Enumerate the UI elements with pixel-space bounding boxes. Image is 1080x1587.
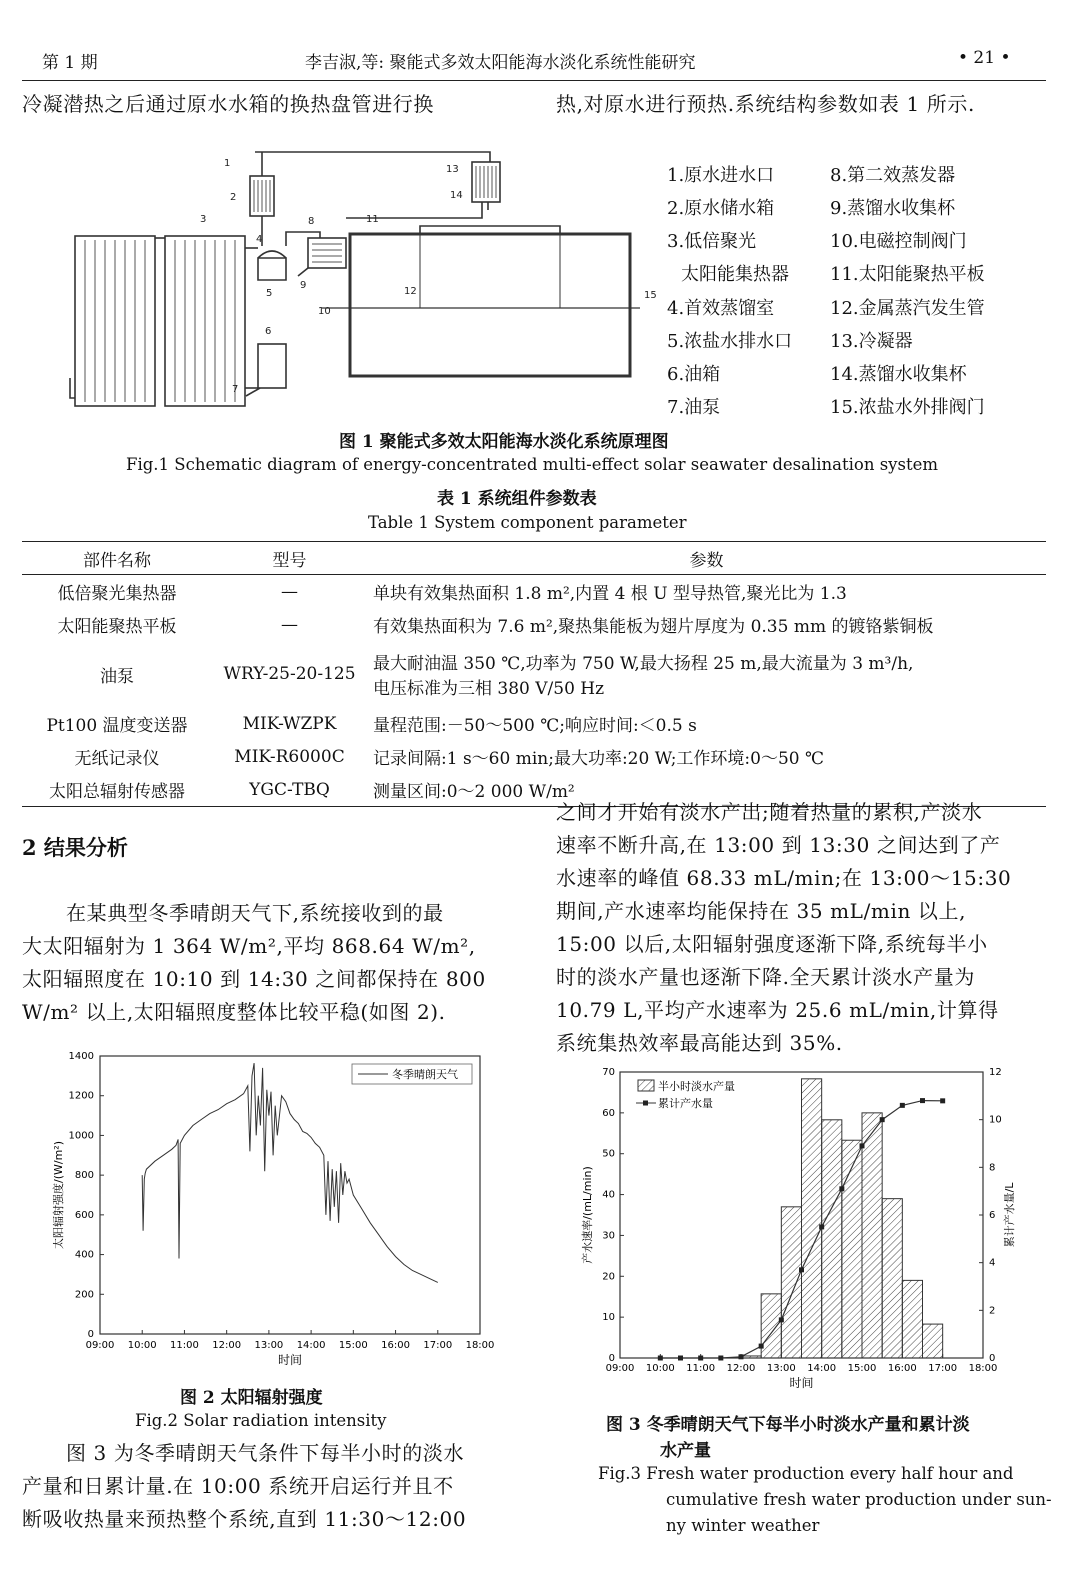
radiation-series-line (142, 1063, 438, 1282)
x-tick-label: 13:00 (254, 1340, 284, 1351)
table-header-row (22, 542, 1046, 575)
first-effect-still (258, 258, 286, 280)
cumulative-point (940, 1098, 945, 1103)
cell-params: 有效集热面积为 7.6 m²,聚热集能板为翅片厚度为 0.35 mm 的镀铬紫铜板 (373, 617, 934, 637)
cell-model: MIK-WZPK (242, 713, 337, 734)
y-tick-label: 400 (74, 1249, 94, 1261)
x-tick-label: 18:00 (968, 1363, 998, 1374)
second-effect-evaporator (308, 238, 346, 268)
legend-item: 5.浓盐水排水口 (667, 331, 793, 352)
cumulative-point (739, 1354, 744, 1359)
cumulative-point (678, 1356, 683, 1361)
x-tick-label: 15:00 (847, 1363, 877, 1374)
col-header-model: 型号 (212, 542, 367, 575)
flat-plate-collector (350, 234, 630, 376)
y2-tick-label: 12 (989, 1067, 1002, 1078)
fig1-caption-en: Fig.1 Schematic diagram of energy-concentrated multi-effect solar seawater desalination system (126, 455, 938, 474)
intro-left: 冷凝潜热之后通过原水水箱的换热盘管进行换 (22, 92, 434, 116)
y-axis-label: 太阳辐射强度/(W/m²) (52, 1141, 65, 1249)
text-line: 系统集热效率最高能达到 35%. (556, 1031, 843, 1055)
text-line: 图 3 为冬季晴朗天气条件下每半小时的淡水 (66, 1441, 465, 1465)
y2-tick-label: 2 (989, 1305, 996, 1317)
cell-model: WRY-25-20-125 (223, 664, 356, 684)
bar-half-hour-production (822, 1120, 842, 1358)
legend-item: 太阳能集热器 (681, 264, 789, 285)
legend-item: 7.油泵 (667, 397, 721, 418)
y-tick-label: 60 (602, 1107, 615, 1119)
legend-item: 10.电磁控制阀门 (830, 231, 967, 252)
fig3-caption-en-2: cumulative fresh water production under sun- (666, 1490, 1052, 1509)
component-table (22, 541, 1046, 807)
legend-item: 2.原水储水箱 (667, 198, 775, 219)
y-tick-label: 1400 (68, 1051, 94, 1062)
cumulative-point (860, 1143, 865, 1148)
x-tick-label: 15:00 (338, 1340, 368, 1351)
callout-15: 15 (644, 290, 657, 301)
cell-params: 量程范围:－50～500 ℃;响应时间:＜0.5 s (373, 716, 697, 736)
text-line: 在某典型冬季晴朗天气下,系统接收到的最 (66, 901, 444, 925)
y2-tick-label: 10 (989, 1114, 1002, 1126)
section-title: 2 结果分析 (22, 835, 128, 860)
x-tick-label: 10:00 (645, 1363, 675, 1374)
x-tick-label: 16:00 (381, 1340, 410, 1351)
cumulative-point (658, 1356, 663, 1361)
y-axis-label: 产水速率/(mL/min) (581, 1166, 594, 1264)
callout-13: 13 (446, 164, 459, 175)
text-line: 时的淡水产量也逐渐下降.全天累计淡水产量为 (556, 965, 975, 989)
x-tick-label: 13:00 (766, 1363, 796, 1374)
text-line: 10.79 L,平均产水速率为 25.6 mL/min,计算得 (556, 998, 999, 1022)
left-paragraph-1 (22, 897, 512, 1029)
fig1-caption-cn: 图 1 聚能式多效太阳能海水淡化系统原理图 (339, 432, 669, 452)
legend-item: 3.低倍聚光 (667, 231, 757, 252)
cumulative-point (880, 1117, 885, 1122)
text-line: 速率不断升高,在 13:00 到 13:30 之间达到了产 (556, 833, 1001, 857)
callout-12: 12 (404, 286, 417, 297)
intro-right: 热,对原水进行预热.系统结构参数如表 1 所示. (556, 92, 975, 116)
callout-2: 2 (230, 192, 237, 203)
callout-8: 8 (308, 216, 315, 227)
fig2-caption-cn: 图 2 太阳辐射强度 (180, 1388, 323, 1408)
cell-name: 太阳总辐射传感器 (22, 773, 212, 807)
cell-params (367, 641, 1046, 707)
fig2-caption-en: Fig.2 Solar radiation intensity (135, 1411, 387, 1430)
legend-item: 6.油箱 (667, 364, 721, 385)
cell-params: 单块有效集热面积 1.8 m²,内置 4 根 U 型导热管,聚光比为 1.3 (373, 584, 847, 604)
bar-half-hour-production (862, 1113, 882, 1358)
y-tick-label: 600 (74, 1209, 94, 1221)
callout-10: 10 (318, 306, 331, 317)
fig3-caption-cn-2: 水产量 (660, 1441, 711, 1461)
y-tick-label: 0 (608, 1353, 615, 1364)
text-line: 之间才开始有淡水产出;随着热量的累积,产淡水 (556, 800, 983, 824)
y-tick-label: 200 (74, 1289, 94, 1301)
callout-6: 6 (265, 326, 272, 337)
param-line: 电压标准为三相 380 V/50 Hz (373, 679, 605, 699)
legend-swatch-bar (638, 1080, 654, 1091)
table-row (22, 740, 1046, 773)
x-tick-label: 14:00 (807, 1363, 837, 1374)
right-paragraph (556, 796, 1046, 1060)
running-title: 李吉淑,等: 聚能式多效太阳能海水淡化系统性能研究 (305, 53, 696, 73)
legend-item: 9.蒸馏水收集杯 (830, 198, 956, 219)
cell-model: YGC-TBQ (212, 773, 367, 807)
cell-name: 太阳能聚热平板 (57, 617, 177, 637)
callout-1: 1 (224, 158, 231, 169)
y2-axis-label: 累计产水量/L (1003, 1182, 1016, 1248)
cumulative-point (698, 1356, 703, 1361)
y-tick-label: 800 (74, 1170, 94, 1182)
plot-frame (100, 1056, 480, 1334)
bar-half-hour-production (902, 1280, 922, 1358)
x-tick-label: 12:00 (212, 1340, 242, 1351)
x-tick-label: 09:00 (85, 1340, 115, 1351)
y-tick-label: 0 (87, 1329, 94, 1340)
y2-tick-label: 4 (989, 1257, 996, 1269)
legend-item: 13.冷凝器 (830, 331, 913, 352)
x-tick-label: 11:00 (686, 1363, 716, 1374)
y-tick-label: 40 (602, 1189, 615, 1201)
callout-5: 5 (266, 288, 273, 299)
cumulative-point (819, 1224, 824, 1229)
x-tick-label: 17:00 (928, 1363, 958, 1374)
cumulative-point (799, 1267, 804, 1272)
x-tick-label: 10:00 (127, 1340, 157, 1351)
callout-4: 4 (256, 234, 263, 245)
text-line: 太阳辐照度在 10:10 到 14:30 之间都保持在 800 (22, 967, 486, 991)
text-line: 大太阳辐射为 1 364 W/m²,平均 868.64 W/m², (22, 934, 476, 958)
callout-9: 9 (300, 280, 307, 291)
y-tick-label: 20 (602, 1271, 615, 1283)
y2-tick-label: 0 (989, 1353, 996, 1364)
bar-half-hour-production (802, 1079, 822, 1358)
cell-name: 油泵 (100, 666, 134, 687)
fig3-caption-cn-1: 图 3 冬季晴朗天气下每半小时淡水产量和累计淡 (606, 1415, 970, 1435)
header-rule (22, 80, 1046, 81)
cell-params: 测量区间:0～2 000 W/m² (367, 773, 1046, 807)
y-tick-label: 10 (602, 1312, 615, 1324)
bar-half-hour-production (781, 1207, 801, 1358)
cumulative-point (759, 1344, 764, 1349)
fig3-caption-en-1: Fig.3 Fresh water production every half hour and (598, 1464, 1014, 1483)
callout-7: 7 (232, 384, 239, 395)
oil-tank (258, 344, 286, 388)
text-line: 断吸收热量来预热整个系统,直到 11:30～12:00 (22, 1507, 467, 1531)
legend-item: 8.第二效蒸发器 (830, 165, 956, 186)
legend-marker (643, 1101, 648, 1106)
table1-caption-cn: 表 1 系统组件参数表 (437, 489, 597, 509)
bar-half-hour-production (923, 1324, 943, 1358)
param-line: 最大耐油温 350 ℃,功率为 750 W,最大扬程 25 m,最大流量为 3 m³/h, (373, 654, 914, 674)
legend-item: 4.首效蒸馏室 (667, 298, 775, 319)
bar-half-hour-production (882, 1199, 902, 1358)
cumulative-point (839, 1186, 844, 1191)
legend-item: 11.太阳能聚热平板 (830, 264, 985, 285)
cell-name: 无纸记录仪 (74, 749, 160, 769)
y2-tick-label: 8 (989, 1162, 996, 1174)
callout-11: 11 (366, 214, 379, 225)
x-tick-label: 17:00 (423, 1340, 453, 1351)
legend-item: 15.浓盐水外排阀门 (830, 397, 985, 418)
bar-half-hour-production (761, 1294, 781, 1358)
callout-14: 14 (450, 190, 463, 201)
callout-3: 3 (200, 214, 207, 225)
text-line: 期间,产水速率均能保持在 35 mL/min 以上, (556, 899, 967, 923)
col-header-name: 部件名称 (22, 542, 212, 575)
cumulative-point (779, 1317, 784, 1322)
legend-label-line: 累计产水量 (658, 1097, 713, 1110)
cell-model: — (281, 614, 298, 635)
cell-model: — (281, 581, 298, 602)
cell-name: Pt100 温度变送器 (46, 716, 188, 736)
y-tick-label: 1200 (68, 1090, 94, 1102)
cell-params: 记录间隔:1 s～60 min;最大功率:20 W;工作环境:0～50 ℃ (373, 749, 825, 769)
cumulative-point (920, 1098, 925, 1103)
text-line: 产量和日累计量.在 10:00 系统开启运行并且不 (22, 1474, 454, 1498)
legend-label-bar: 半小时淡水产量 (658, 1080, 735, 1093)
x-tick-label: 09:00 (605, 1363, 635, 1374)
y2-tick-label: 6 (989, 1210, 996, 1221)
legend-item: 14.蒸馏水收集杯 (830, 364, 967, 385)
cell-model: MIK-R6000C (234, 746, 345, 767)
x-tick-label: 16:00 (887, 1363, 917, 1374)
cumulative-point (718, 1356, 723, 1361)
legend-item: 12.金属蒸汽发生管 (830, 298, 985, 319)
journal-issue: 第 1 期 (42, 53, 98, 73)
fig3-chart (575, 1058, 1035, 1398)
page-number: • 21 • (958, 48, 1011, 68)
fig3-caption-en-3: ny winter weather (666, 1516, 820, 1535)
text-line: 水速率的峰值 68.33 mL/min;在 13:00～15:30 (556, 866, 1012, 890)
y-tick-label: 1000 (68, 1130, 94, 1142)
table-row (22, 608, 1046, 641)
table-row (22, 641, 1046, 707)
cell-name: 低倍聚光集热器 (57, 584, 177, 604)
x-tick-label: 12:00 (726, 1363, 756, 1374)
x-tick-label: 14:00 (296, 1340, 326, 1351)
y-tick-label: 50 (602, 1148, 615, 1160)
x-tick-label: 18:00 (465, 1340, 495, 1351)
y-tick-label: 30 (602, 1230, 615, 1242)
bar-half-hour-production (741, 1356, 761, 1358)
legend-item: 1.原水进水口 (667, 165, 775, 186)
y-tick-label: 70 (602, 1067, 615, 1078)
table-row (22, 575, 1046, 609)
text-line: W/m² 以上,太阳辐照度整体比较平稳(如图 2). (22, 1000, 446, 1024)
left-paragraph-2 (22, 1437, 512, 1536)
x-tick-label: 11:00 (170, 1340, 199, 1351)
table-row (22, 707, 1046, 740)
x-axis-label: 时间 (789, 1376, 814, 1390)
table1-caption-en: Table 1 System component parameter (368, 513, 687, 532)
fig2-chart (40, 1040, 495, 1370)
x-axis-label: 时间 (277, 1353, 303, 1367)
text-line: 15:00 以后,太阳辐射强度逐渐下降,系统每半小 (556, 932, 988, 956)
bar-half-hour-production (842, 1140, 862, 1358)
fig1-schematic (60, 148, 660, 423)
cumulative-point (900, 1103, 905, 1108)
col-header-params: 参数 (367, 542, 1046, 575)
legend-label: 冬季晴朗天气 (392, 1068, 458, 1081)
